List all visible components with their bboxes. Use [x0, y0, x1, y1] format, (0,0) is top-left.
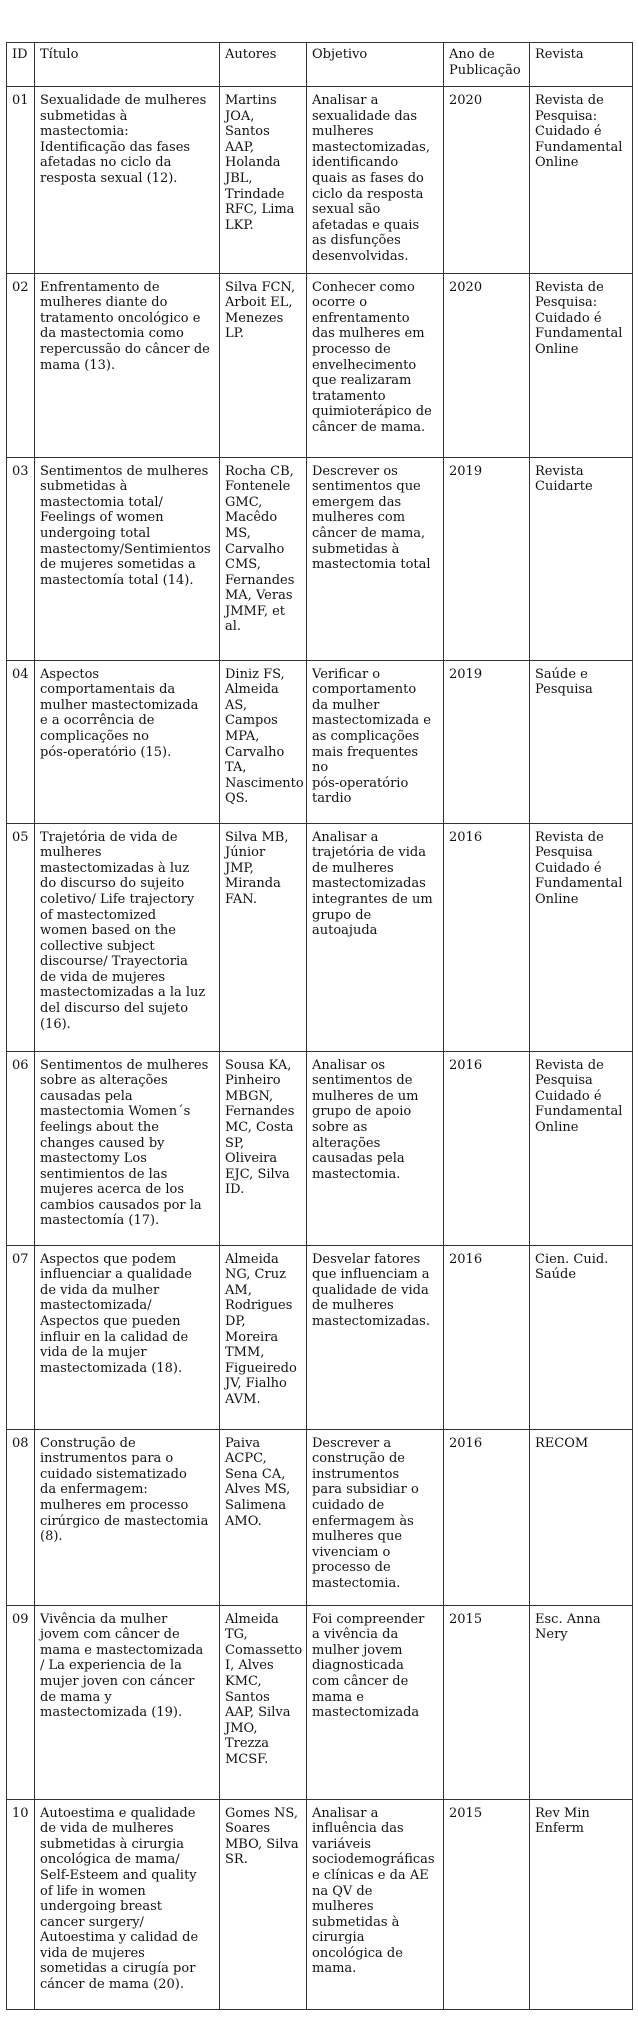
cell-id: 07 — [7, 1245, 35, 1429]
cell-title: Aspectos comportamentais da mulher mastectomizada e a ocorrência de complicações no pós-operatório (15). — [35, 660, 220, 823]
cell-journal: Cien. Cuid. Saúde — [530, 1245, 633, 1429]
cell-title: Construção de instrumentos para o cuidado sistematizado da enfermagem: mulheres em processo cirúrgico de mastectomia (8). — [35, 1429, 220, 1605]
cell-title: Sentimentos de mulheres sobre as alterações causadas pela mastectomia Women´s feelings about the changes caused by mastectomy Los sentimientos de las mujeres acerca de los cambios causados por la mastectomía (17). — [35, 1051, 220, 1245]
cell-id: 08 — [7, 1429, 35, 1605]
cell-id: 10 — [7, 1799, 35, 2009]
cell-id: 01 — [7, 87, 35, 274]
cell-journal: Revista de Pesquisa: Cuidado é Fundamental Online — [530, 273, 633, 457]
cell-title: Trajetória de vida de mulheres mastectomizadas à luz do discurso do sujeito coletivo/ Life trajectory of mastectomized women based on the collective subject discourse/ Trayectoria de vida de mujeres mastectomizadas a la luz del discurso del sujeto (16). — [35, 823, 220, 1051]
header-journal: Revista — [530, 43, 633, 87]
cell-objective: Analisar os sentimentos de mulheres de um grupo de apoio sobre as alterações causadas pela mastectomia. — [307, 1051, 444, 1245]
cell-objective: Conhecer como ocorre o enfrentamento das mulheres em processo de envelhecimento que realizaram tratamento quimioterápico de câncer de mama. — [307, 273, 444, 457]
table-row — [7, 273, 633, 457]
table-row — [7, 1051, 633, 1245]
cell-title: Sexualidade de mulheres submetidas à mastectomia: Identificação das fases afetadas no ciclo da resposta sexual (12). — [35, 87, 220, 274]
cell-year: 2016 — [444, 1429, 530, 1605]
cell-id: 04 — [7, 660, 35, 823]
cell-authors: Almeida TG, Comassetto I, Alves KMC, Santos AAP, Silva JMO, Trezza MCSF. — [220, 1605, 307, 1799]
cell-objective: Analisar a trajetória de vida de mulheres mastectomizadas integrantes de um grupo de autoajuda — [307, 823, 444, 1051]
studies-table — [6, 42, 633, 2010]
cell-id: 03 — [7, 457, 35, 660]
table-row — [7, 87, 633, 274]
cell-year: 2020 — [444, 273, 530, 457]
cell-year: 2016 — [444, 823, 530, 1051]
cell-objective: Analisar a influência das variáveis sociodemográficas e clínicas e da AE na QV de mulheres submetidas à cirurgia oncológica de mama. — [307, 1799, 444, 2009]
header-id: ID — [7, 43, 35, 87]
cell-authors: Silva FCN, Arboit EL, Menezes LP. — [220, 273, 307, 457]
cell-authors: Martins JOA, Santos AAP, Holanda JBL, Trindade RFC, Lima LKP. — [220, 87, 307, 274]
cell-journal: Esc. Anna Nery — [530, 1605, 633, 1799]
table-row — [7, 1245, 633, 1429]
table-row — [7, 1605, 633, 1799]
cell-id: 05 — [7, 823, 35, 1051]
table-header-row — [7, 43, 633, 87]
cell-authors: Silva MB, Júnior JMP, Miranda FAN. — [220, 823, 307, 1051]
cell-journal: Revista de Pesquisa: Cuidado é Fundamental Online — [530, 87, 633, 274]
cell-authors: Paiva ACPC, Sena CA, Alves MS, Salimena AMO. — [220, 1429, 307, 1605]
header-authors: Autores — [220, 43, 307, 87]
cell-title: Autoestima e qualidade de vida de mulheres submetidas à cirurgia oncológica de mama/ Self-Esteem and quality of life in women undergoing breast cancer surgery/ Autoestima y calidad de vida de mujeres sometidas a cirugía por cáncer de mama (20). — [35, 1799, 220, 2009]
table-row — [7, 660, 633, 823]
cell-year: 2016 — [444, 1051, 530, 1245]
cell-journal: Revista de Pesquisa Cuidado é Fundamental Online — [530, 1051, 633, 1245]
cell-objective: Analisar a sexualidade das mulheres mastectomizadas, identificando quais as fases do ciclo da resposta sexual são afetadas e quais as disfunções desenvolvidas. — [307, 87, 444, 274]
header-year: Ano de Publicação — [444, 43, 530, 87]
cell-journal: Saúde e Pesquisa — [530, 660, 633, 823]
cell-journal: RECOM — [530, 1429, 633, 1605]
cell-title: Vivência da mulher jovem com câncer de mama e mastectomizada / La experiencia de la mujer joven con cáncer de mama y mastectomizada (19). — [35, 1605, 220, 1799]
cell-year: 2016 — [444, 1245, 530, 1429]
cell-id: 02 — [7, 273, 35, 457]
cell-title: Aspectos que podem influenciar a qualidade de vida da mulher mastectomizada/ Aspectos que pueden influir en la calidad de vida de la mujer mastectomizada (18). — [35, 1245, 220, 1429]
cell-year: 2015 — [444, 1605, 530, 1799]
table-row — [7, 1799, 633, 2009]
cell-objective: Descrever os sentimentos que emergem das mulheres com câncer de mama, submetidas à mastectomia total — [307, 457, 444, 660]
cell-year: 2019 — [444, 660, 530, 823]
cell-journal: Revista de Pesquisa Cuidado é Fundamental Online — [530, 823, 633, 1051]
cell-objective: Descrever a construção de instrumentos para subsidiar o cuidado de enfermagem às mulheres que vivenciam o processo de mastectomia. — [307, 1429, 444, 1605]
cell-id: 09 — [7, 1605, 35, 1799]
cell-authors: Almeida NG, Cruz AM, Rodrigues DP, Moreira TMM, Figueiredo JV, Fialho AVM. — [220, 1245, 307, 1429]
cell-title: Sentimentos de mulheres submetidas à mastectomia total/ Feelings of women undergoing total mastectomy/Sentimientos de mujeres sometidas a mastectomía total (14). — [35, 457, 220, 660]
cell-authors: Sousa KA, Pinheiro MBGN, Fernandes MC, Costa SP, Oliveira EJC, Silva ID. — [220, 1051, 307, 1245]
table-row — [7, 823, 633, 1051]
cell-year: 2019 — [444, 457, 530, 660]
cell-title: Enfrentamento de mulheres diante do tratamento oncológico e da mastectomia como repercussão do câncer de mama (13). — [35, 273, 220, 457]
table-row — [7, 1429, 633, 1605]
cell-authors: Gomes NS, Soares MBO, Silva SR. — [220, 1799, 307, 2009]
header-title: Título — [35, 43, 220, 87]
header-objective: Objetivo — [307, 43, 444, 87]
cell-authors: Diniz FS, Almeida AS, Campos MPA, Carvalho TA, Nascimento QS. — [220, 660, 307, 823]
cell-id: 06 — [7, 1051, 35, 1245]
cell-objective: Verificar o comportamento da mulher mastectomizada e as complicações mais frequentes no pós-operatório tardio — [307, 660, 444, 823]
cell-year: 2015 — [444, 1799, 530, 2009]
cell-journal: Rev Min Enferm — [530, 1799, 633, 2009]
cell-year: 2020 — [444, 87, 530, 274]
cell-objective: Desvelar fatores que influenciam a qualidade de vida de mulheres mastectomizadas. — [307, 1245, 444, 1429]
cell-journal: Revista Cuidarte — [530, 457, 633, 660]
cell-authors: Rocha CB, Fontenele GMC, Macêdo MS, Carvalho CMS, Fernandes MA, Veras JMMF, et al. — [220, 457, 307, 660]
table-row — [7, 457, 633, 660]
cell-objective: Foi compreender a vivência da mulher jovem diagnosticada com câncer de mama e mastectomizada — [307, 1605, 444, 1799]
